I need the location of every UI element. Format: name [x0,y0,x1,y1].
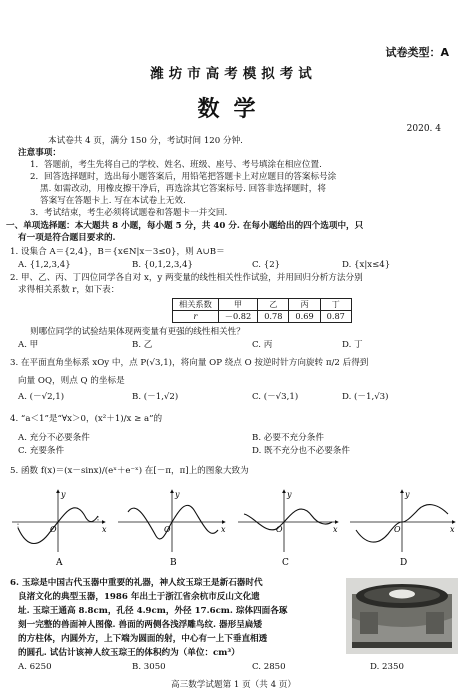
note-2-cont: 黑. 如需改动，用橡皮擦干净后，再选涂其它答案标号. 回答非选择题时，将 [40,184,326,194]
q3-option-c: C. (－√3,1) [252,392,299,402]
q6-option-d: D. 2350 [370,662,404,672]
q3-option-a: A. (－√2,1) [18,392,65,402]
q2-stem-cont: 求得相关系数 r，如下表： [18,285,120,295]
q1-option-d: D. {x|x≤4} [342,260,391,270]
axis-y-label: y [287,490,292,499]
q4-option-d: D. 既不充分也不必要条件 [252,446,350,456]
graph-label-b: B [170,558,177,568]
origin-label: O [164,525,171,534]
q3-stem-cont: 向量 OQ，则点 Q 的坐标是 [18,376,125,386]
q1-option-a: A. {1,2,3,4} [18,260,71,270]
exam-date: 2020. 4 [406,124,441,134]
section1-heading: 一、单项选择题：本大题共 8 小题，每小题 5 分，共 40 分. 在每小题给出的四个选项中，只 [6,221,364,231]
axis-x-label: x [221,525,226,534]
q4-option-b: B. 必要不充分条件 [252,433,324,443]
notes-heading: 注意事项： [18,148,61,158]
q6-option-a: A. 6250 [18,662,52,672]
q1-option-c: C. {2} [252,260,281,270]
graph-b [118,490,226,568]
q6-line-2: 良渚文化的典型玉器，1986 年出土于浙江省余杭市反山文化遗 [18,592,260,602]
q6-line-3: 址. 玉琮王通高 8.8cm，孔径 4.9cm，外径 17.6cm. 琮体四面各琢 [18,606,288,616]
q2-stem: 2. 甲、乙、丙、丁四位同学各自对 x，y 两变量的线性相关性作试验，并用回归分析方法分别 [10,273,363,283]
correlation-table [172,298,352,323]
q2-option-c: C. 丙 [252,340,273,350]
graph-label-d: D [400,558,408,568]
axis-y-label: y [405,490,410,499]
q2-question: 则哪位同学的试验结果体现两变量有更强的线性相关性？ [30,327,245,337]
q1-stem: 1. 设集合 A＝{2,4}，B＝{x∈N|x－3≤0}，则 A∪B＝ [10,247,225,257]
graph-c [238,490,338,568]
table-cell: 乙 [258,299,289,311]
q4-option-c: C. 充要条件 [18,446,65,456]
table-cell: 丙 [289,299,320,311]
q3-option-d: D. (－1,√3) [342,392,389,402]
q4-stem: 4. “a＜1”是“∀x＞0，(x²＋1)/x ≥ a”的 [10,414,163,424]
q5-stem: 5. 函数 f(x)＝(x－sinx)/(eˣ＋e⁻ˣ) 在[－π，π]上的图象大致为 [10,466,249,476]
q5-graphs [0,488,467,568]
note-2: 2．回答选择题时，选出每小题答案后，用铅笔把答题卡上对应题目的答案标号涂 [30,172,337,182]
table-row [173,310,352,322]
graph-label-c: C [282,558,289,568]
axis-y-label: y [175,490,180,499]
note-2-cont2: 答案写在答题卡上. 写在本试卷上无效. [40,196,186,206]
intro-text: 本试卷共 4 页，满分 150 分，考试时间 120 分钟. [48,136,243,146]
table-cell: 0.87 [320,310,351,322]
q6-stem [10,576,340,660]
graph-a [12,490,107,568]
note-1: 1．答题前，考生先将自己的学校、姓名、班级、座号、考号填涂在相应位置. [30,160,322,170]
axis-x-label: x [333,525,338,534]
q2-option-d: D. 丁 [342,340,363,350]
q6-line-6: 的圆孔. 试估计该神人纹玉琮王的体积约为（单位：cm³） [18,648,240,658]
table-cell: 0.69 [289,310,320,322]
table-cell: 丁 [320,299,351,311]
table-header-row [173,299,352,311]
graph-label-a: A [56,558,63,568]
q6-option-b: B. 3050 [132,662,166,672]
table-cell: r [173,310,219,322]
q2-option-b: B. 乙 [132,340,153,350]
q4-option-a: A. 充分不必要条件 [18,433,90,443]
q1-option-b: B. {0,1,2,3,4} [132,260,193,270]
q2-option-a: A. 甲 [18,340,39,350]
table-cell: －0.82 [218,310,257,322]
paper-type: 试卷类型：A [385,46,449,59]
q6-line-5: 的方柱体，内圆外方，上下端为圆面的射，中心有一上下垂直相透 [18,634,268,644]
q6-line-1: 6. 玉琮是中国古代玉器中重要的礼器，神人纹玉琮王是新石器时代 [10,578,263,588]
graph-d [350,490,455,568]
subject-title: 数学 [197,96,270,122]
q3-option-b: B. (－1,√2) [132,392,179,402]
origin-label: O [394,525,401,534]
page-footer: 高三数学试题第 1 页（共 4 页） [171,680,296,690]
jade-cong-image [346,578,458,654]
q6-option-c: C. 2850 [252,662,286,672]
section1-heading-cont: 有一项是符合题目要求的. [18,233,116,243]
table-cell: 甲 [218,299,257,311]
note-3: 3．考试结束，考生必须将试题卷和答题卡一并交回. [30,208,228,218]
axis-y-label: y [61,490,66,499]
origin-label: O [276,525,283,534]
table-cell: 0.78 [258,310,289,322]
origin-label: O [50,525,57,534]
exam-title: 潍坊市高考模拟考试 [150,66,317,82]
q6-line-4: 刻一完整的兽面神人图像. 兽面的两侧各浅浮雕鸟纹. 器形呈扁矮 [18,620,262,630]
axis-x-label: x [450,525,455,534]
table-cell: 相关系数 [173,299,219,311]
q3-stem: 3. 在平面直角坐标系 xOy 中，点 P(√3,1)，将向量 OP 绕点 O 按逆时针方向旋转 π/2 后得到 [10,358,369,368]
axis-x-label: x [102,525,107,534]
